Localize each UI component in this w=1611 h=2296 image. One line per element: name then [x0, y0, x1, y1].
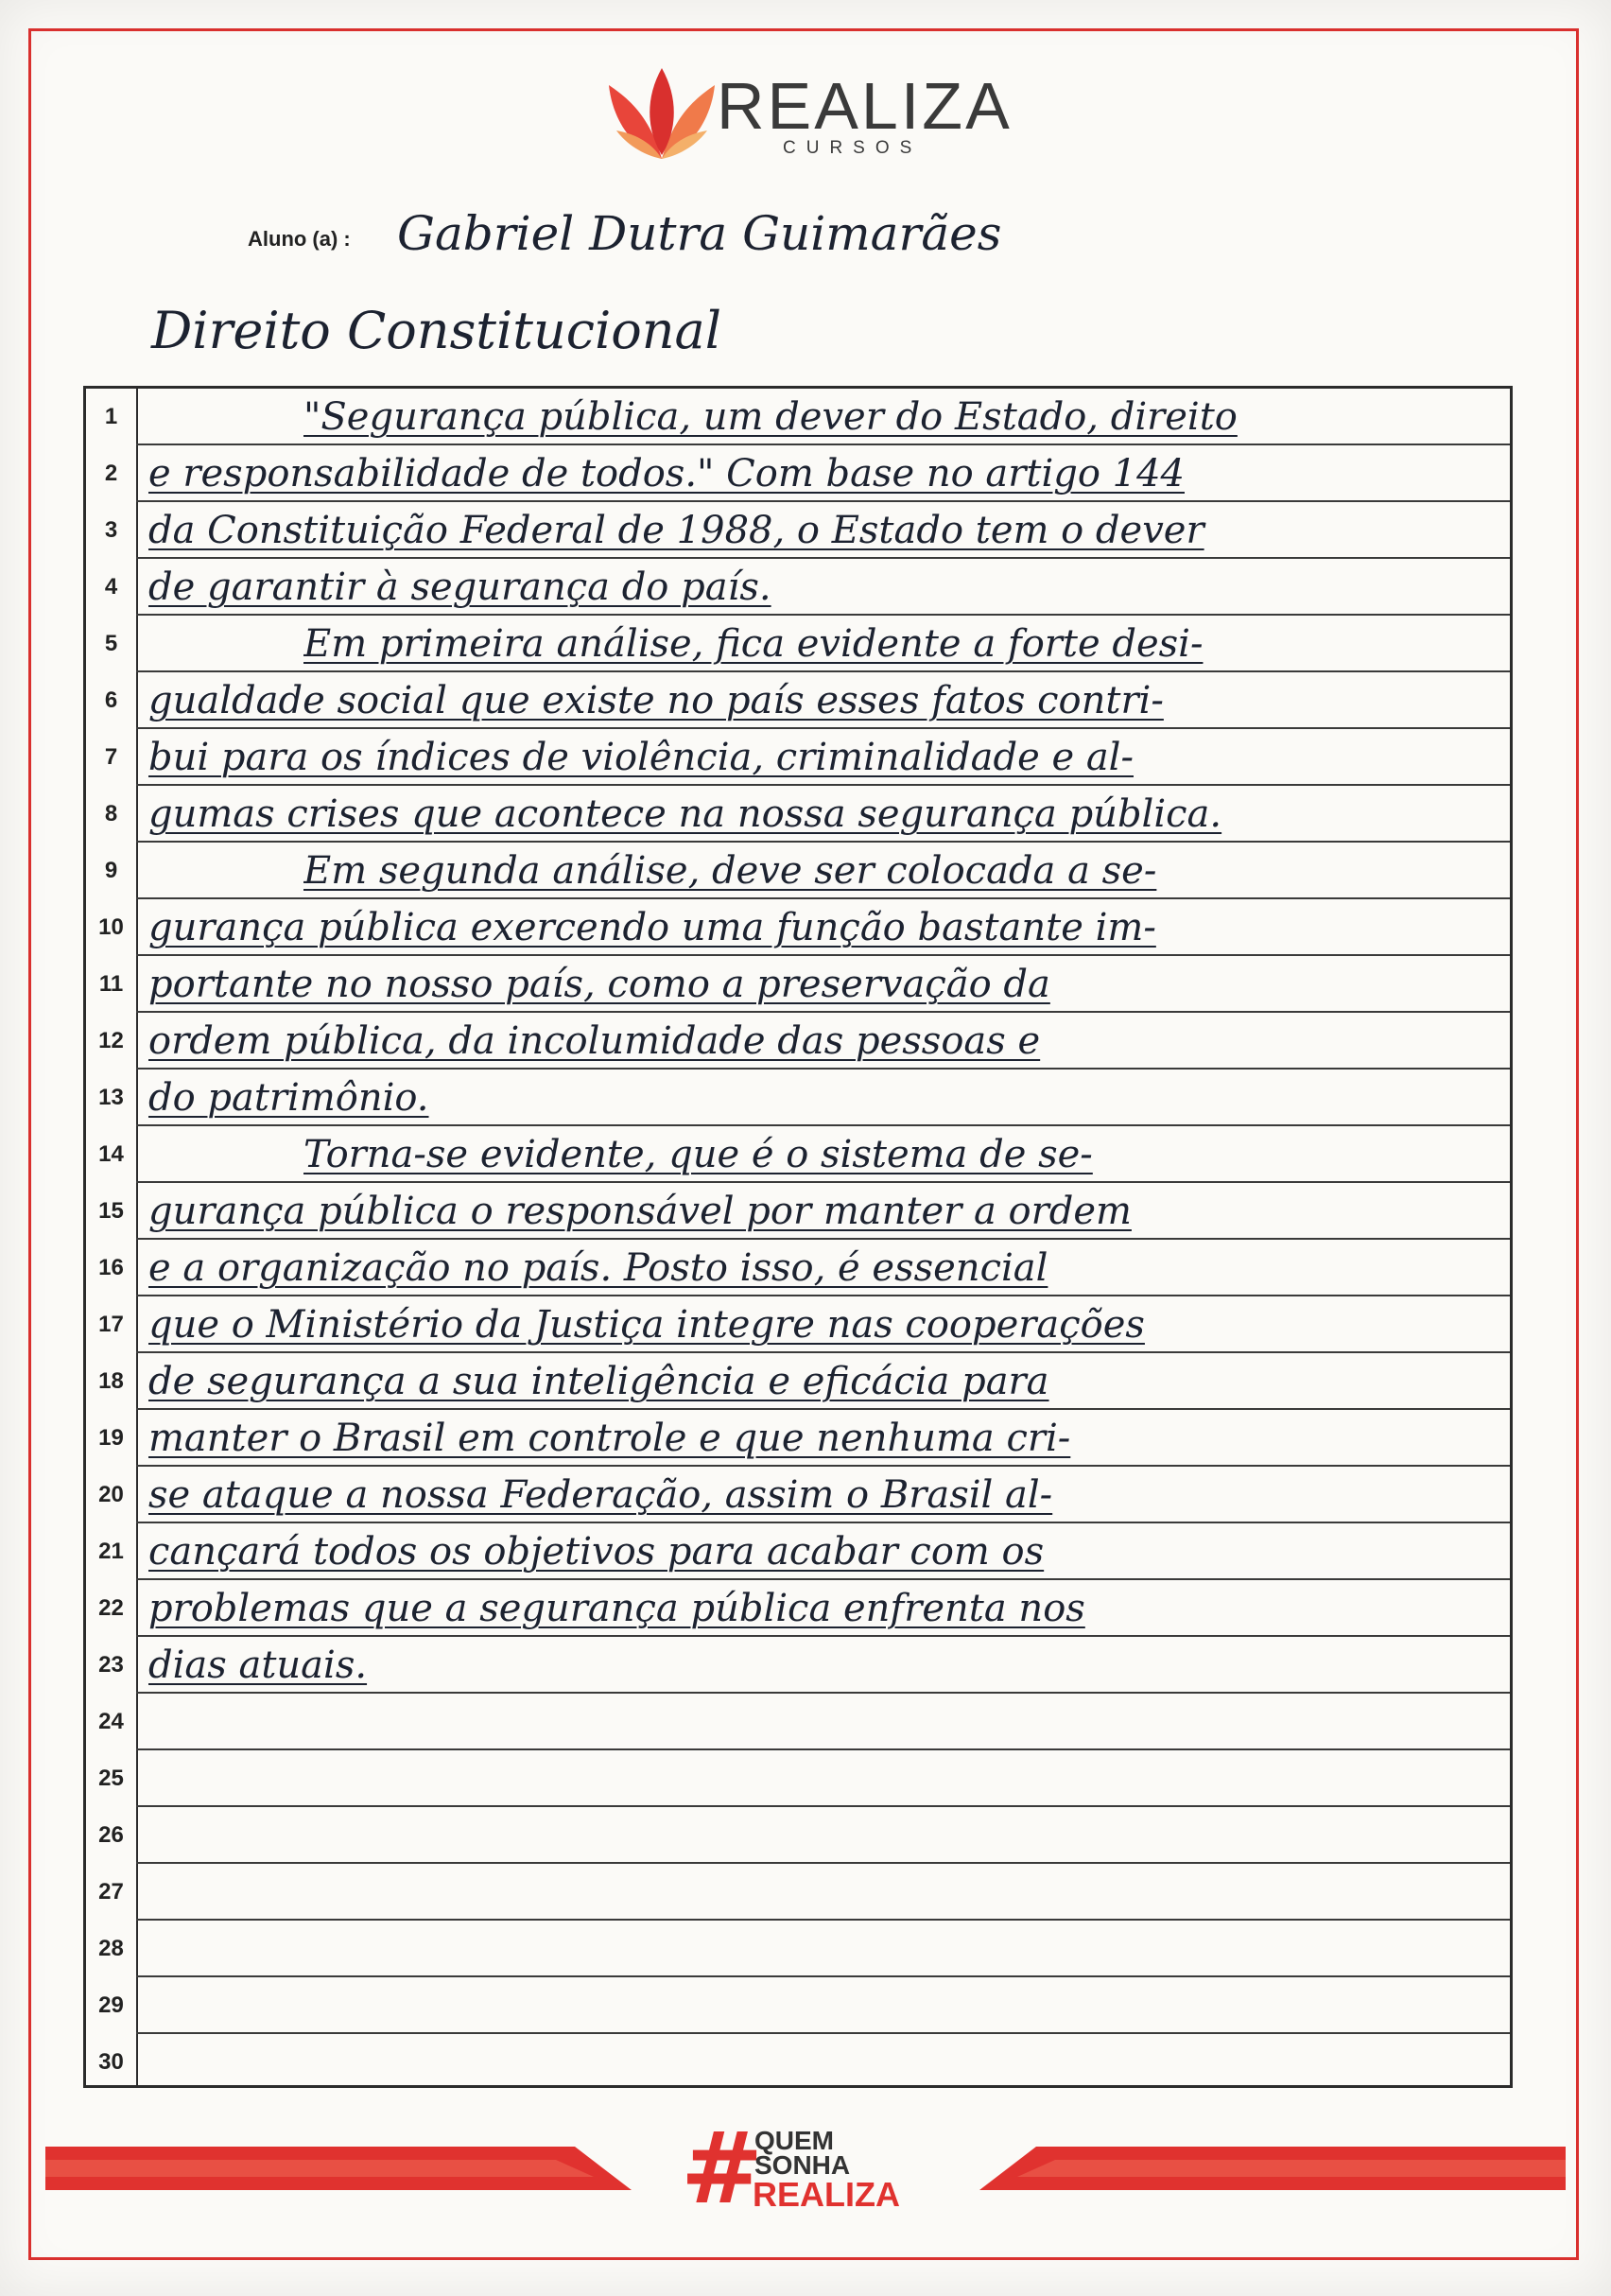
line-number: 28 — [98, 1936, 124, 1961]
line-number: 6 — [104, 687, 118, 713]
answer-line — [86, 445, 1510, 502]
line-number: 22 — [98, 1595, 124, 1621]
handwritten-line: gurança pública exercendo uma função bastante im- — [148, 906, 1156, 949]
line-number: 26 — [98, 1822, 124, 1848]
handwritten-line: de segurança a sua inteligência e eficácia para — [148, 1360, 1049, 1403]
answer-line — [86, 559, 1510, 616]
handwritten-line: e a organização no país. Posto isso, é essencial — [148, 1246, 1048, 1290]
slogan-word-3: REALIZA — [753, 2175, 900, 2214]
answer-line — [86, 1807, 1510, 1864]
line-number: 29 — [98, 1992, 124, 2018]
answer-line — [86, 1126, 1510, 1183]
slogan-word-2: SONHA — [754, 2150, 851, 2180]
line-number: 27 — [98, 1879, 124, 1905]
handwritten-line: gualdade social que existe no país esses fatos contri- — [148, 679, 1164, 722]
handwritten-line: gurança pública o responsável por manter a ordem — [148, 1190, 1132, 1233]
line-number: 25 — [98, 1765, 124, 1791]
realiza-logo — [605, 64, 1013, 168]
student-label: Aluno (a) : — [248, 227, 351, 251]
answer-line — [86, 502, 1510, 559]
handwritten-line: portante no nosso país, como a preservação da — [148, 963, 1050, 1006]
answer-line — [86, 1921, 1510, 1977]
handwritten-line: da Constituição Federal de 1988, o Estado tem o dever — [148, 509, 1204, 552]
answer-line — [86, 1864, 1510, 1921]
line-number: 1 — [104, 404, 118, 429]
line-number: 2 — [104, 461, 118, 486]
line-number: 16 — [98, 1255, 124, 1280]
answer-line — [86, 729, 1510, 786]
line-number: 8 — [104, 801, 118, 826]
handwritten-line: manter o Brasil em controle e que nenhuma cri- — [148, 1417, 1071, 1460]
line-number: 13 — [98, 1085, 124, 1110]
answer-line — [86, 1296, 1510, 1353]
answer-line — [86, 2034, 1510, 2091]
handwritten-line: Em segunda análise, deve ser colocada a se- — [303, 849, 1157, 893]
flower-logo-icon — [605, 64, 719, 168]
handwritten-line: problemas que a segurança pública enfrenta nos — [148, 1587, 1085, 1630]
answer-grid — [83, 386, 1513, 2088]
answer-line — [86, 786, 1510, 843]
handwritten-line: gumas crises que acontece na nossa segurança pública. — [148, 792, 1222, 836]
handwritten-line: e responsabilidade de todos." Com base no artigo 144 — [148, 452, 1185, 496]
handwritten-line: que o Ministério da Justiça integre nas cooperações — [148, 1303, 1145, 1347]
handwritten-line: Torna-se evidente, que é o sistema de se- — [303, 1133, 1093, 1176]
line-number: 3 — [104, 517, 118, 543]
handwritten-line: de garantir à segurança do país. — [148, 565, 771, 609]
slogan-word-1: QUEM — [754, 2126, 834, 2155]
line-number: 21 — [98, 1539, 124, 1564]
line-number: 15 — [98, 1198, 124, 1224]
line-number: 18 — [98, 1368, 124, 1394]
subject-title: Direito Constitucional — [151, 301, 722, 360]
student-name: Gabriel Dutra Guimarães — [397, 206, 1002, 261]
line-number: 14 — [98, 1141, 124, 1167]
answer-line — [86, 1637, 1510, 1694]
line-number: 30 — [98, 2049, 124, 2075]
answer-line — [86, 1467, 1510, 1523]
answer-line — [86, 1410, 1510, 1467]
handwritten-line: "Segurança pública, um dever do Estado, direito — [303, 395, 1238, 439]
answer-line — [86, 1070, 1510, 1126]
answer-line — [86, 1183, 1510, 1240]
answer-line — [86, 672, 1510, 729]
line-number: 11 — [98, 971, 124, 997]
handwritten-line: bui para os índices de violência, criminalidade e al- — [148, 736, 1134, 779]
line-number: 24 — [98, 1709, 124, 1734]
line-number: 9 — [104, 858, 118, 883]
line-number: 10 — [98, 914, 124, 940]
slogan-logo — [681, 2111, 927, 2226]
answer-line — [86, 1977, 1510, 2034]
answer-line — [86, 1694, 1510, 1750]
line-number: 19 — [98, 1425, 124, 1451]
hashtag-icon: # — [681, 2111, 764, 2226]
answer-line — [86, 899, 1510, 956]
handwritten-line: cançará todos os objetivos para acabar com os — [148, 1530, 1045, 1574]
handwritten-line: do patrimônio. — [148, 1076, 429, 1120]
handwritten-line: se ataque a nossa Federação, assim o Brasil al- — [148, 1473, 1053, 1517]
answer-line — [86, 1353, 1510, 1410]
line-number: 23 — [98, 1652, 124, 1678]
answer-line — [86, 956, 1510, 1013]
handwritten-line: ordem pública, da incolumidade das pessoas e — [148, 1019, 1041, 1063]
logo-subtitle: CURSOS — [783, 138, 923, 158]
answer-line — [86, 1580, 1510, 1637]
handwritten-line: Em primeira análise, fica evidente a forte desi- — [303, 622, 1204, 666]
answer-line — [86, 1750, 1510, 1807]
answer-line — [86, 1240, 1510, 1296]
line-number: 7 — [104, 744, 118, 770]
line-number: 17 — [98, 1312, 124, 1337]
line-number: 4 — [104, 574, 118, 600]
line-number: 20 — [98, 1482, 124, 1507]
line-number: 12 — [98, 1028, 124, 1053]
answer-line — [86, 843, 1510, 899]
footer-stripe-left — [45, 2147, 632, 2190]
answer-line — [86, 389, 1510, 445]
answer-line — [86, 1523, 1510, 1580]
footer-stripe-right — [979, 2147, 1566, 2190]
answer-line — [86, 1013, 1510, 1070]
logo-name: REALIZA — [717, 69, 1013, 143]
handwritten-line: dias atuais. — [148, 1644, 368, 1687]
answer-line — [86, 616, 1510, 672]
line-number: 5 — [104, 631, 118, 656]
